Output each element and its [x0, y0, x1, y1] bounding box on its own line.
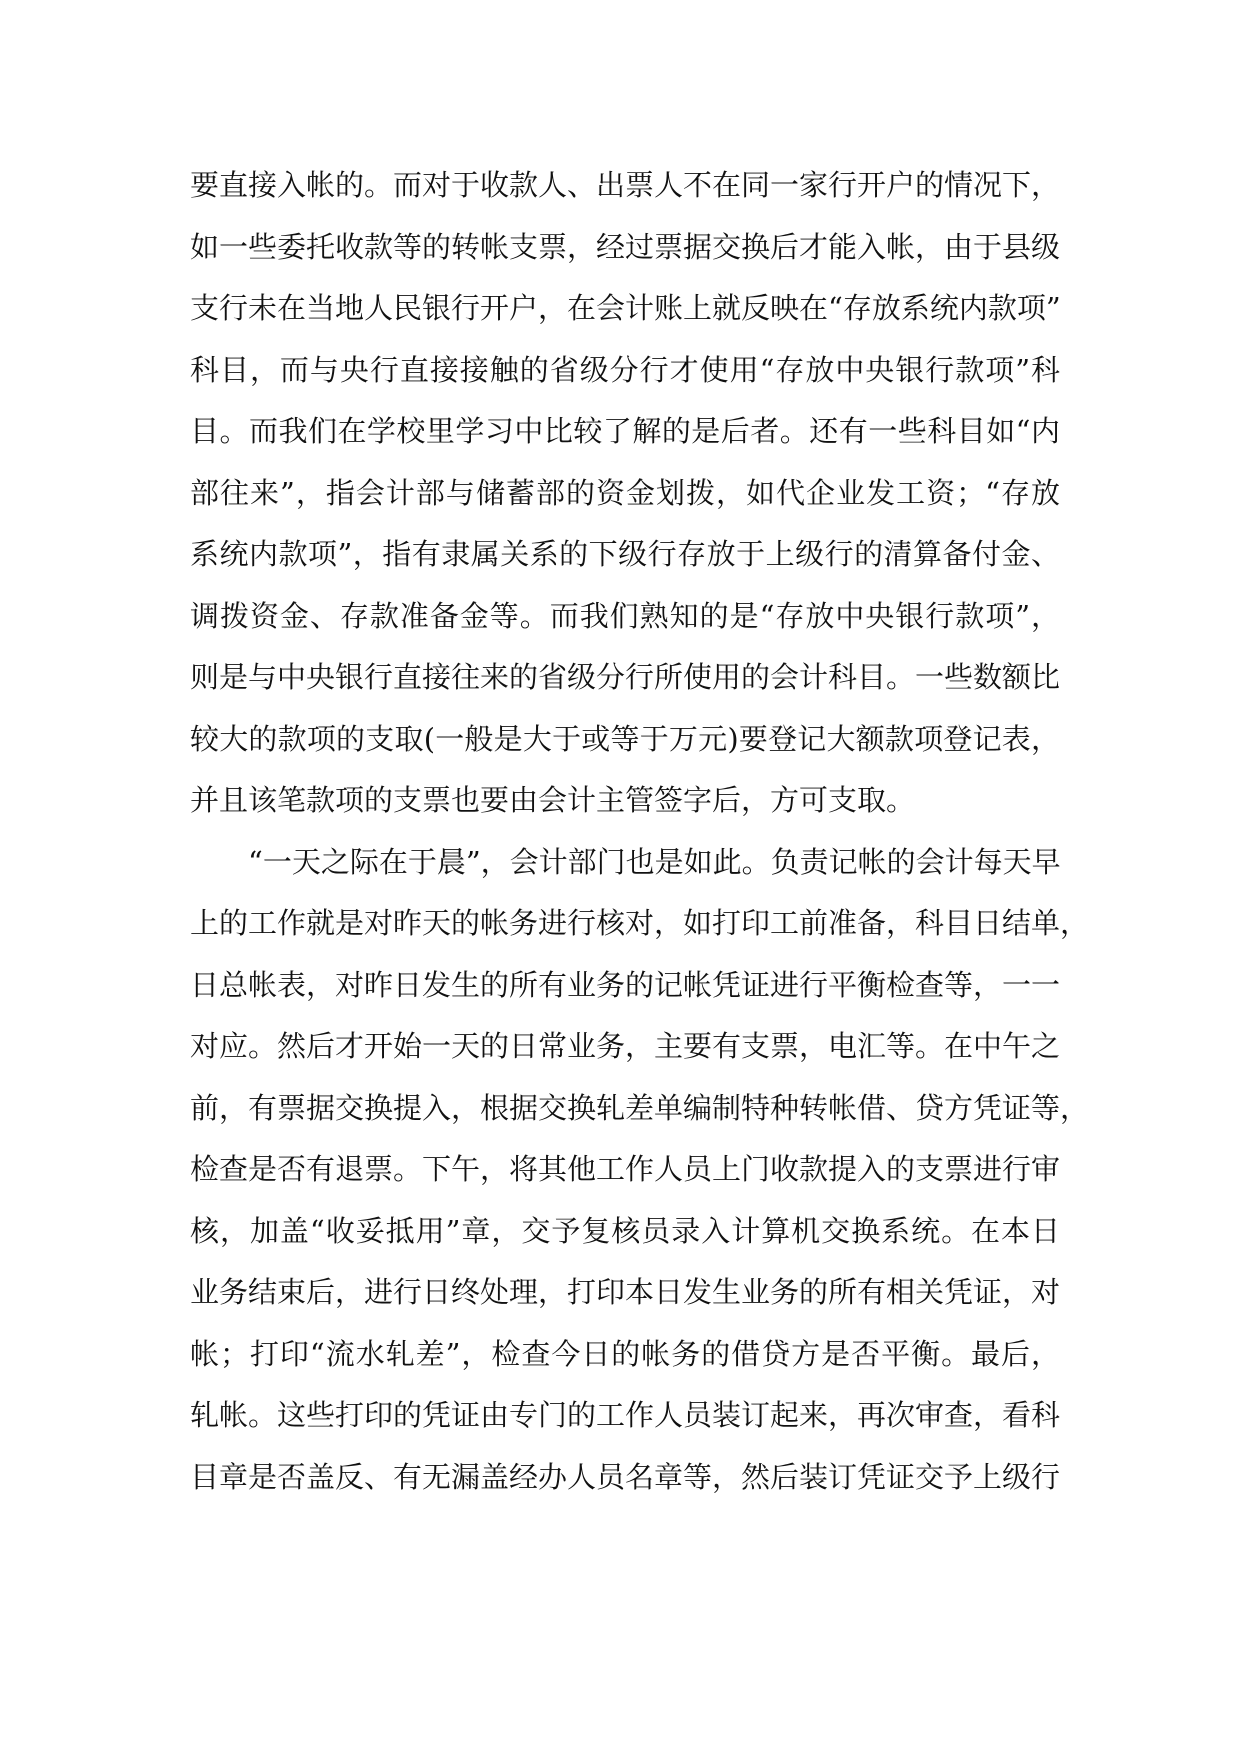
text-line: 系统内款项”，指有隶属关系的下级行存放于上级行的清算备付金、: [190, 537, 1060, 571]
text-line: 较大的款项的支取(一般是大于或等于万元)要登记大额款项登记表，: [190, 721, 1060, 756]
text-line: 帐；打印“流水轧差”，检查今日的帐务的借贷方是否平衡。最后，: [190, 1336, 1060, 1371]
text-line: 并且该笔款项的支票也要由会计主管签字后，方可支取。: [190, 783, 916, 817]
text-line: 目。而我们在学校里学习中比较了解的是后者。还有一些科目如“内: [190, 414, 1060, 448]
text-line: 对应。然后才开始一天的日常业务，主要有支票，电汇等。在中午之: [190, 1029, 1061, 1063]
text-line: 检查是否有退票。下午，将其他工作人员上门收款提入的支票进行审: [190, 1152, 1061, 1186]
text-line: 轧帐。这些打印的凭证由专门的工作人员装订起来，再次审查，看科: [190, 1398, 1061, 1432]
text-line: 部往来”，指会计部与储蓄部的资金划拨，如代企业发工资；“存放: [190, 475, 1060, 510]
text-line: 上的工作就是对昨天的帐务进行核对，如打印工前准备，科目日结单，: [190, 906, 1090, 940]
text-line: 前，有票据交换提入，根据交换轧差单编制特种转帐借、贷方凭证等，: [190, 1090, 1090, 1125]
text-line: 要直接入帐的。而对于收款人、出票人不在同一家行开户的情况下，: [190, 168, 1061, 202]
text-line: 日总帐表，对昨日发生的所有业务的记帐凭证进行平衡检查等，一一: [190, 967, 1061, 1002]
body-text: [190, 155, 1090, 1508]
text-line: 支行未在当地人民银行开户，在会计账上就反映在“存放系统内款项”: [190, 291, 1061, 325]
text-line: 目章是否盖反、有无漏盖经办人员名章等，然后装订凭证交予上级行: [190, 1459, 1061, 1494]
text-line: 业务结束后，进行日终处理，打印本日发生业务的所有相关凭证，对: [190, 1275, 1061, 1309]
text-line: 核，加盖“收妥抵用”章，交予复核员录入计算机交换系统。在本日: [190, 1213, 1060, 1248]
text-line: “一天之际在于晨”，会计部门也是如此。负责记帐的会计每天早: [248, 844, 1061, 879]
text-line: 科目，而与央行直接接触的省级分行才使用“存放中央银行款项”科: [190, 352, 1060, 387]
text-line: 如一些委托收款等的转帐支票，经过票据交换后才能入帐，由于县级: [190, 229, 1061, 264]
text-line: 则是与中央银行直接往来的省级分行所使用的会计科目。一些数额比: [190, 660, 1061, 694]
text-line: 调拨资金、存款准备金等。而我们熟知的是“存放中央银行款项”，: [190, 598, 1060, 633]
